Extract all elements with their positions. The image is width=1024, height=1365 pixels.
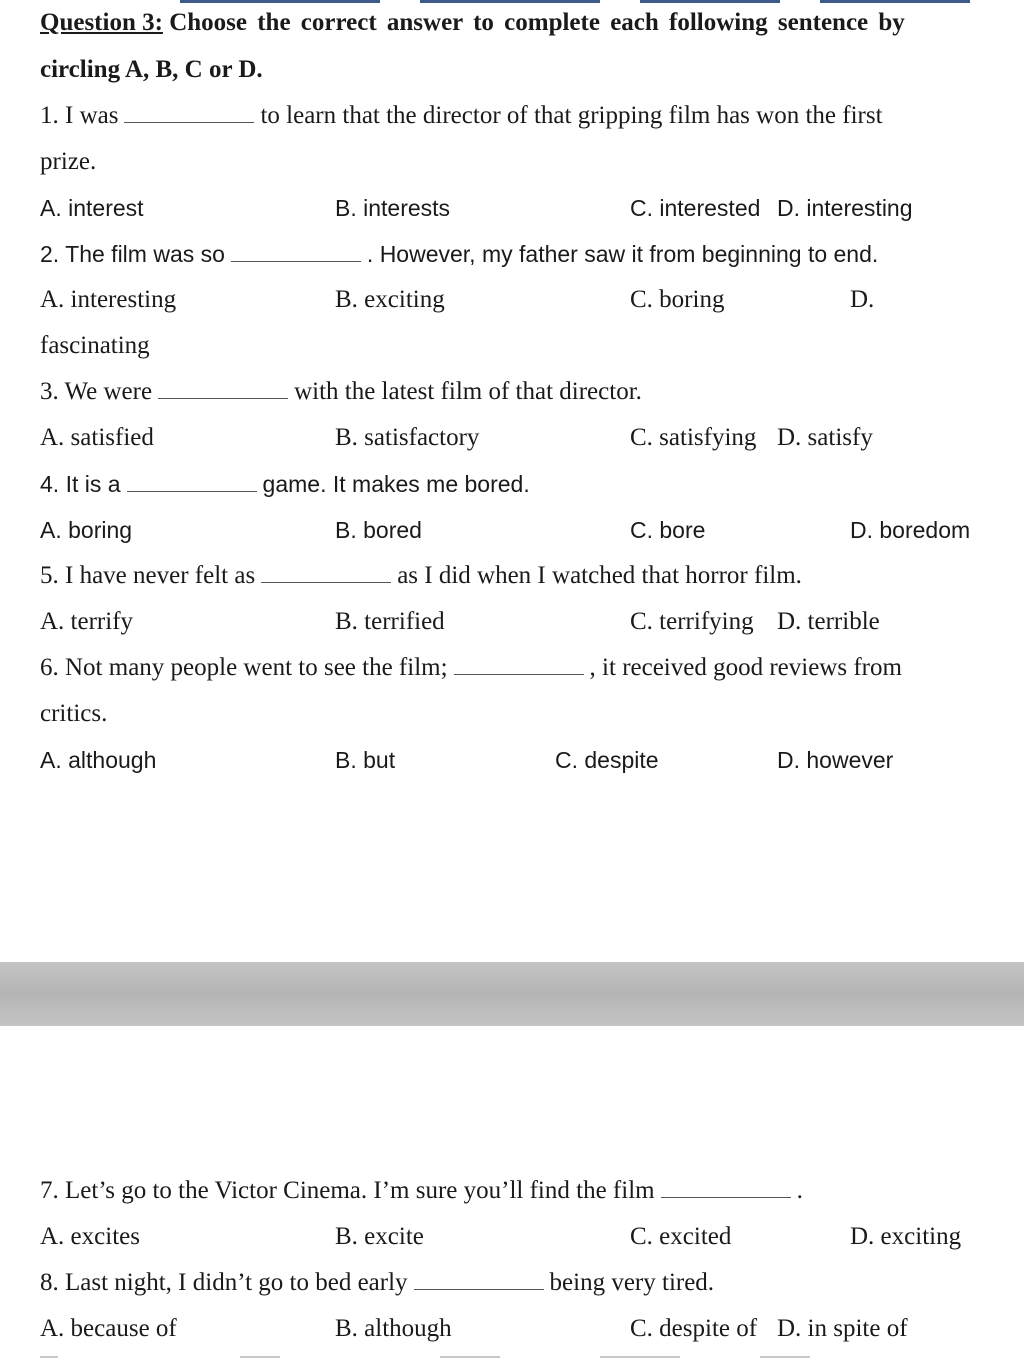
answer-blank[interactable] <box>231 243 361 262</box>
question-3-prompt: 3. We were with the latest film of that director. <box>40 378 642 405</box>
q8-option-a[interactable]: A. because of <box>40 1315 177 1342</box>
q7-option-a[interactable]: A. excites <box>40 1223 140 1250</box>
q6-option-a[interactable]: A. although <box>40 747 157 773</box>
instruction-text: Choose the correct answer to complete each following sentence by <box>169 9 905 36</box>
answer-blank[interactable] <box>124 104 254 123</box>
q2-option-d-continued[interactable]: fascinating <box>40 332 150 359</box>
q4-option-c[interactable]: C. bore <box>630 517 706 543</box>
q1-option-b[interactable]: B. interests <box>335 195 451 221</box>
question-2-prompt: 2. The film was so . However, my father saw it from beginning to end. <box>40 241 879 267</box>
q7-option-d[interactable]: D. exciting <box>850 1223 962 1250</box>
q2-option-c[interactable]: C. boring <box>630 286 725 313</box>
answer-blank[interactable] <box>661 1179 791 1198</box>
q1-option-a[interactable]: A. interest <box>40 195 144 221</box>
answer-blank[interactable] <box>414 1271 544 1290</box>
q4-option-b[interactable]: B. bored <box>335 517 422 543</box>
q2-option-d[interactable]: D. <box>850 286 875 313</box>
q8-option-d[interactable]: D. in spite of <box>777 1315 908 1342</box>
page-gap-band <box>0 962 1024 1026</box>
question-instruction <box>40 8 905 38</box>
answer-blank[interactable] <box>158 380 288 399</box>
q1-option-c[interactable]: C. interested <box>630 195 761 221</box>
question-label: Question 3: <box>40 9 163 36</box>
question-1-prompt: 1. I was to learn that the director of that gripping film has won the first <box>40 102 883 129</box>
answer-blank[interactable] <box>454 656 584 675</box>
q6-option-d[interactable]: D. however <box>777 747 894 773</box>
q2-option-b[interactable]: B. exciting <box>335 286 445 313</box>
answer-blank[interactable] <box>261 564 391 583</box>
q4-option-a[interactable]: A. boring <box>40 517 133 543</box>
q5-option-a[interactable]: A. terrify <box>40 608 134 635</box>
question-8-prompt: 8. Last night, I didn’t go to bed early being very tired. <box>40 1269 715 1296</box>
q7-option-c[interactable]: C. excited <box>630 1223 732 1250</box>
question-6-prompt: 6. Not many people went to see the film; , it received good reviews from <box>40 654 902 681</box>
instruction-continued: circling A, B, C or D. <box>40 56 263 83</box>
question-7-prompt: 7. Let’s go to the Victor Cinema. I’m sure you’ll find the film . <box>40 1177 803 1204</box>
q8-option-c[interactable]: C. despite of <box>630 1315 758 1342</box>
q7-option-b[interactable]: B. excite <box>335 1223 424 1250</box>
question-4-prompt: 4. It is a game. It makes me bored. <box>40 471 530 497</box>
worksheet-page-2 <box>0 1026 1024 1365</box>
q6-option-c[interactable]: C. despite <box>555 747 659 773</box>
q4-option-d[interactable]: D. boredom <box>850 517 971 543</box>
q5-option-c[interactable]: C. terrifying <box>630 608 754 635</box>
q3-option-d[interactable]: D. satisfy <box>777 424 873 451</box>
q6-option-b[interactable]: B. but <box>335 747 396 773</box>
q1-option-d[interactable]: D. interesting <box>777 195 913 221</box>
q3-option-b[interactable]: B. satisfactory <box>335 424 480 451</box>
question-1-prompt-continued: prize. <box>40 148 97 175</box>
q2-option-a[interactable]: A. interesting <box>40 286 177 313</box>
question-6-prompt-continued: critics. <box>40 700 108 727</box>
question-5-prompt: 5. I have never felt as as I did when I watched that horror film. <box>40 562 802 589</box>
q8-option-b[interactable]: B. although <box>335 1315 452 1342</box>
q5-option-d[interactable]: D. terrible <box>777 608 880 635</box>
answer-blank[interactable] <box>127 473 257 492</box>
q5-option-b[interactable]: B. terrified <box>335 608 445 635</box>
q3-option-c[interactable]: C. satisfying <box>630 424 757 451</box>
cut-off-next-line <box>40 1356 980 1362</box>
q3-option-a[interactable]: A. satisfied <box>40 424 154 451</box>
